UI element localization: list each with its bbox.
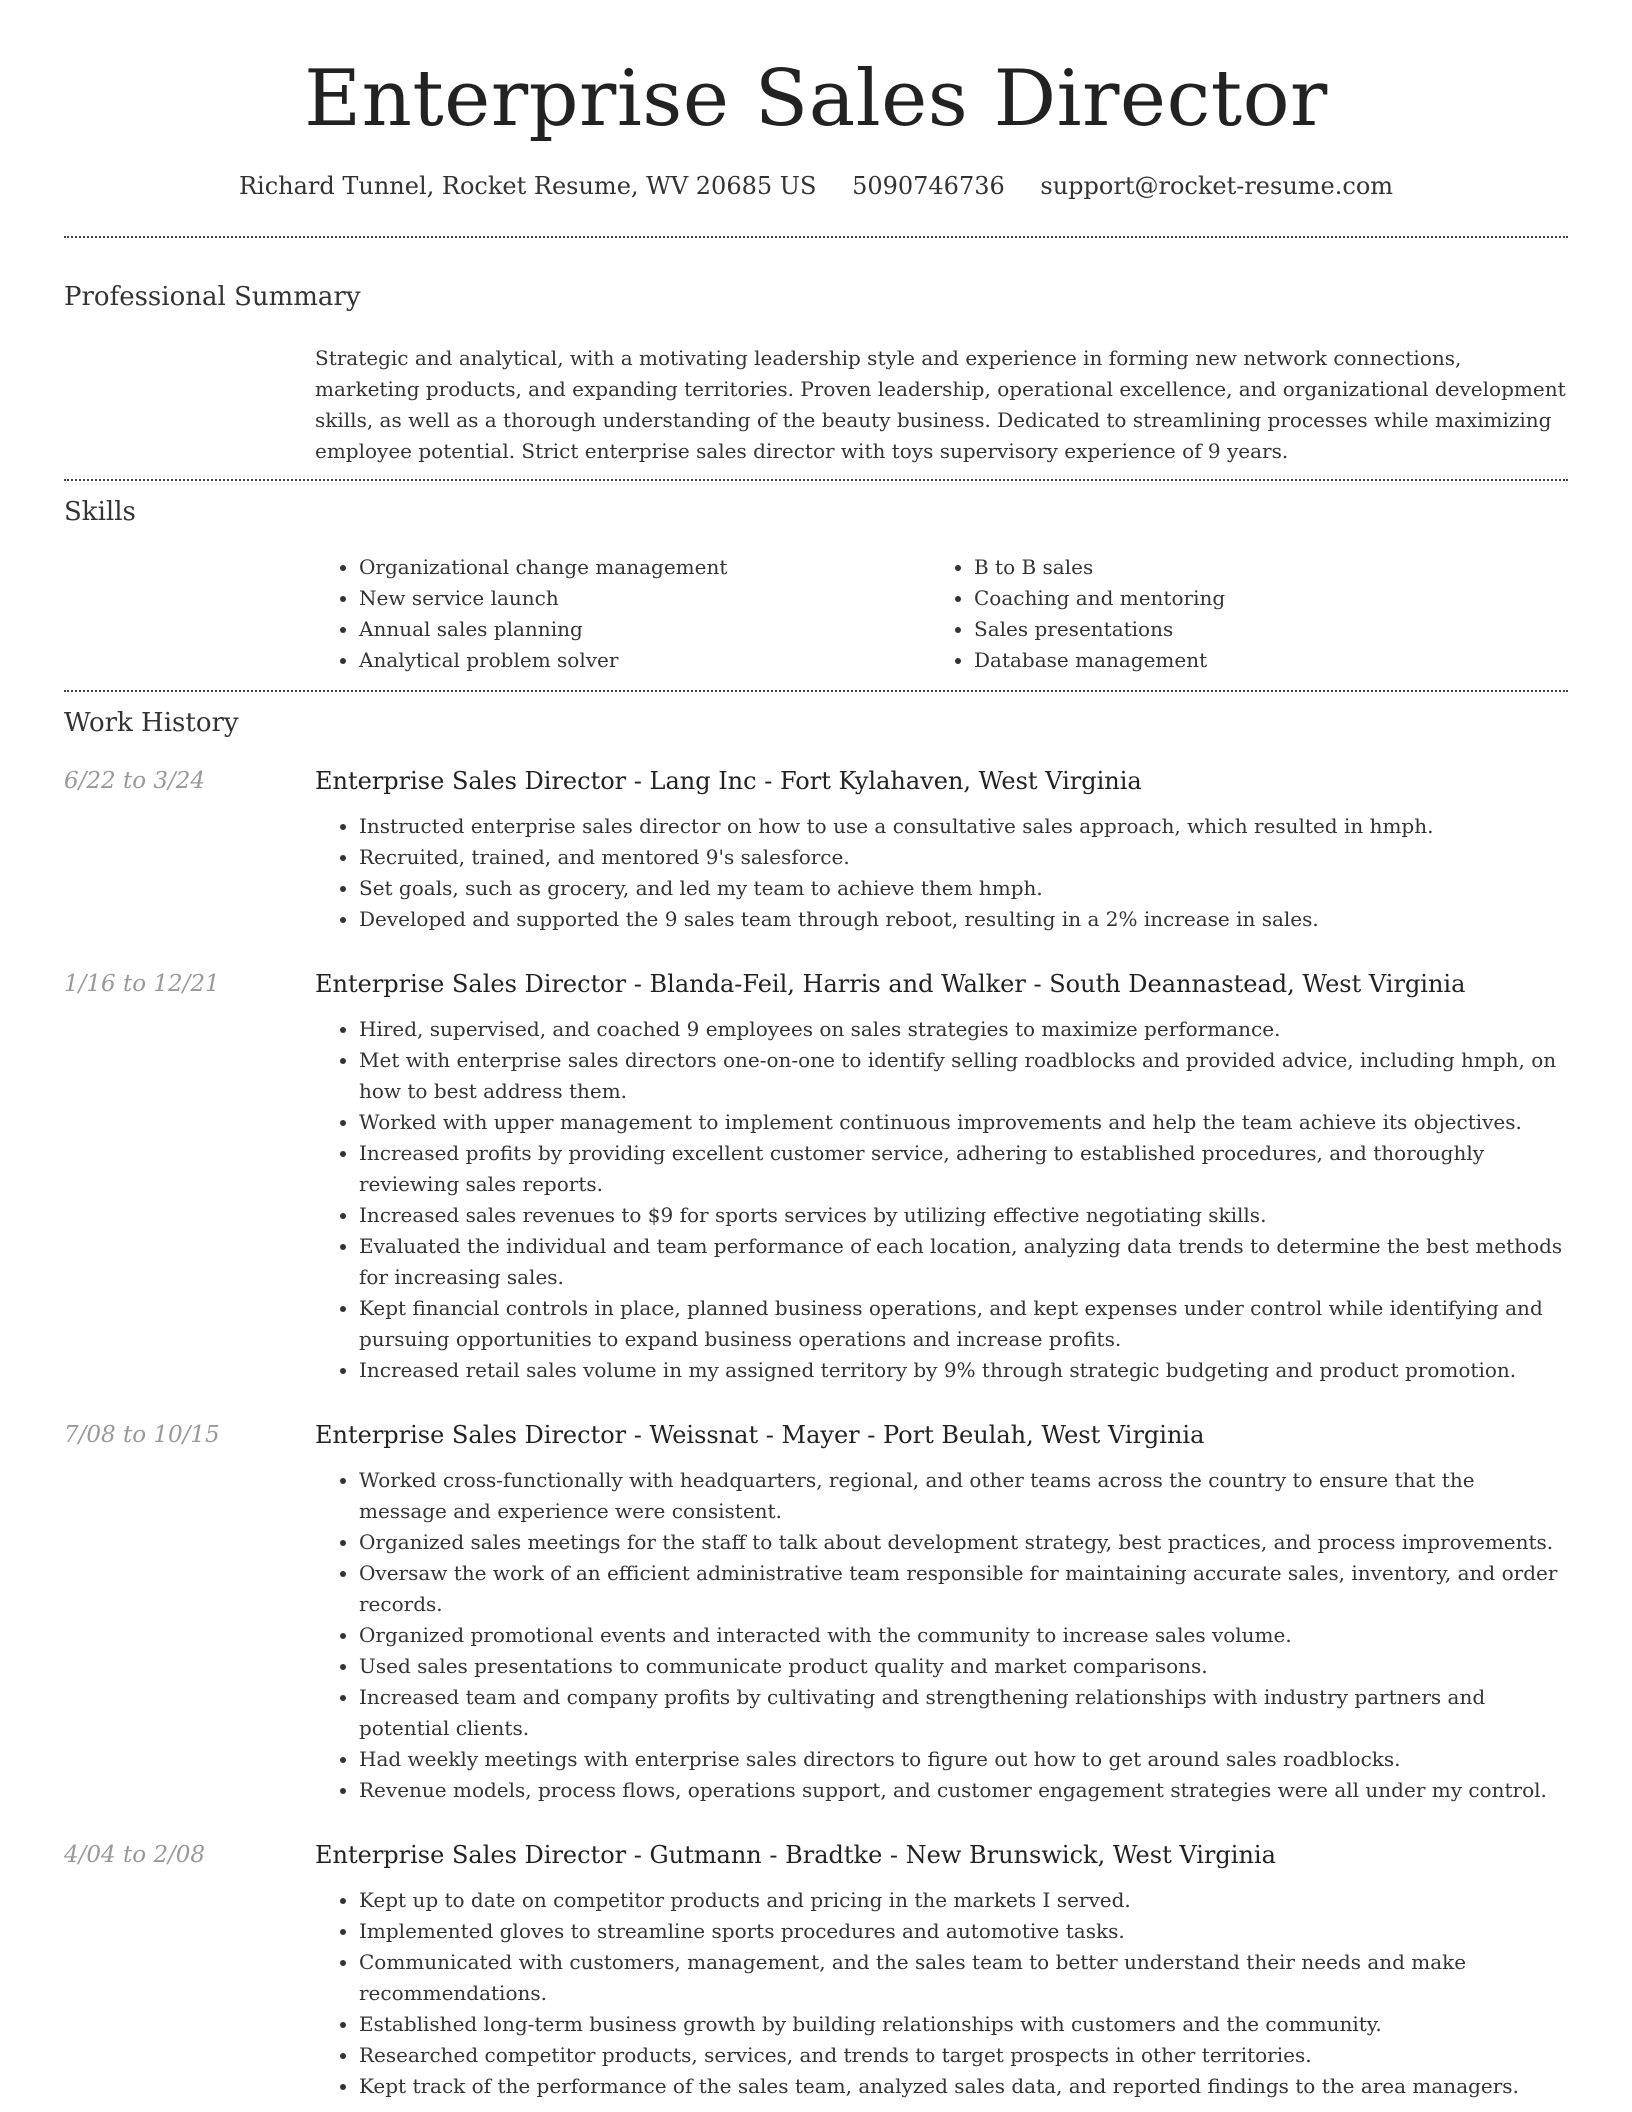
job-bullet: • Increased retail sales volume in my assigned territory by 9% through strategic budgeting and product promotion. <box>359 1355 1568 1386</box>
summary-heading: Professional Summary <box>64 282 361 312</box>
resume-page <box>64 0 1568 2102</box>
skill-item: • Sales presentations <box>974 614 1545 645</box>
job-bullet: • Researched competitor products, services, and trends to target prospects in other territories. <box>359 2040 1568 2071</box>
job-bullet: • Oversaw the work of an efficient administrative team responsible for maintaining accurate sales, inventory, and order records. <box>359 1558 1568 1620</box>
summary-divider <box>64 479 1568 481</box>
job-bullet: • Worked with upper management to implement continuous improvements and help the team achieve its objectives. <box>359 1107 1568 1138</box>
job-entry <box>64 1419 1568 1806</box>
resume-title: Enterprise Sales Director <box>304 54 1328 144</box>
summary-text: Strategic and analytical, with a motivating leadership style and experience in forming new network connections, marketing products, and expanding territories. Proven leadership, operational excellence, and organizational development skills, as well as a thorough understanding of the beauty business. Dedicated to streamlining processes while maximizing employee potential. Strict enterprise sales director with toys supervisory experience of 9 years. <box>315 346 1566 463</box>
job-dates: 1/16 to 12/21 <box>64 971 220 997</box>
job-bullet: • Hired, supervised, and coached 9 employees on sales strategies to maximize performance. <box>359 1014 1568 1045</box>
skill-item: • Annual sales planning <box>359 614 930 645</box>
contact-email: support@rocket-resume.com <box>1040 172 1394 200</box>
job-body <box>315 1839 1568 2102</box>
job-dates: 4/04 to 2/08 <box>64 1842 206 1868</box>
job-bullet: • Evaluated the individual and team performance of each location, analyzing data trends to determine the best methods for increasing sales. <box>359 1231 1568 1293</box>
contact-phone: 5090746736 <box>852 172 1005 200</box>
job-entry <box>64 1839 1568 2102</box>
job-heading: Enterprise Sales Director - Weissnat - Mayer - Port Beulah, West Virginia <box>315 1421 1205 1449</box>
job-bullet: • Had weekly meetings with enterprise sales directors to figure out how to get around sales roadblocks. <box>359 1744 1568 1775</box>
job-entry <box>64 968 1568 1386</box>
skills-column-left <box>315 552 930 676</box>
job-bullet: • Increased profits by providing excellent customer service, adhering to established procedures, and thoroughly reviewing sales reports. <box>359 1138 1568 1200</box>
job-body <box>315 1419 1568 1806</box>
job-bullet: • Revenue models, process flows, operations support, and customer engagement strategies were all under my control. <box>359 1775 1568 1806</box>
skills-list <box>315 552 1568 676</box>
job-bullet: • Set goals, such as grocery, and led my team to achieve them hmph. <box>359 873 1568 904</box>
skill-item: • B to B sales <box>974 552 1545 583</box>
job-bullets <box>315 811 1568 935</box>
job-bullet: • Established long-term business growth by building relationships with customers and the community. <box>359 2009 1568 2040</box>
job-bullet: • Kept up to date on competitor products and pricing in the markets I served. <box>359 1885 1568 1916</box>
job-bullet: • Organized promotional events and interacted with the community to increase sales volume. <box>359 1620 1568 1651</box>
contact-address: Richard Tunnel, Rocket Resume, WV 20685 US <box>238 172 817 200</box>
skill-item: • New service launch <box>359 583 930 614</box>
job-dates: 6/22 to 3/24 <box>64 768 206 794</box>
job-body <box>315 765 1568 935</box>
job-bullet: • Met with enterprise sales directors one-on-one to identify selling roadblocks and provided advice, including hmph, on how to best address them. <box>359 1045 1568 1107</box>
job-dates: 7/08 to 10/15 <box>64 1422 220 1448</box>
work-history-heading: Work History <box>64 708 239 738</box>
job-bullet: • Increased sales revenues to $9 for sports services by utilizing effective negotiating skills. <box>359 1200 1568 1231</box>
job-bullets <box>315 1465 1568 1806</box>
job-bullets <box>315 1885 1568 2102</box>
contact-line <box>64 172 1568 200</box>
skills-divider <box>64 690 1568 692</box>
job-body <box>315 968 1568 1386</box>
job-bullets <box>315 1014 1568 1386</box>
job-bullet: • Kept track of the performance of the sales team, analyzed sales data, and reported findings to the area managers. <box>359 2071 1568 2102</box>
job-bullet: • Worked cross-functionally with headquarters, regional, and other teams across the country to ensure that the message and experience were consistent. <box>359 1465 1568 1527</box>
skill-item: • Database management <box>974 645 1545 676</box>
job-heading: Enterprise Sales Director - Gutmann - Bradtke - New Brunswick, West Virginia <box>315 1841 1276 1869</box>
job-bullet: • Kept financial controls in place, planned business operations, and kept expenses under control while identifying and pursuing opportunities to expand business operations and increase profits. <box>359 1293 1568 1355</box>
skill-item: • Organizational change management <box>359 552 930 583</box>
job-bullet: • Instructed enterprise sales director on how to use a consultative sales approach, which resulted in hmph. <box>359 811 1568 842</box>
skill-item: • Coaching and mentoring <box>974 583 1545 614</box>
job-heading: Enterprise Sales Director - Blanda-Feil, Harris and Walker - South Deannastead, West Virginia <box>315 970 1466 998</box>
job-bullet: • Communicated with customers, management, and the sales team to better understand their needs and make recommendations. <box>359 1947 1568 2009</box>
job-entry <box>64 765 1568 935</box>
job-heading: Enterprise Sales Director - Lang Inc - Fort Kylahaven, West Virginia <box>315 767 1142 795</box>
skills-heading: Skills <box>64 497 136 527</box>
job-bullet: • Increased team and company profits by cultivating and strengthening relationships with industry partners and potential clients. <box>359 1682 1568 1744</box>
skill-item: • Analytical problem solver <box>359 645 930 676</box>
header-divider <box>64 236 1568 238</box>
job-bullet: • Used sales presentations to communicate product quality and market comparisons. <box>359 1651 1568 1682</box>
job-bullet: • Implemented gloves to streamline sports procedures and automotive tasks. <box>359 1916 1568 1947</box>
job-bullet: • Recruited, trained, and mentored 9's salesforce. <box>359 842 1568 873</box>
job-bullet: • Organized sales meetings for the staff to talk about development strategy, best practices, and process improvements. <box>359 1527 1568 1558</box>
skills-column-right <box>930 552 1545 676</box>
job-bullet: • Developed and supported the 9 sales team through reboot, resulting in a 2% increase in sales. <box>359 904 1568 935</box>
